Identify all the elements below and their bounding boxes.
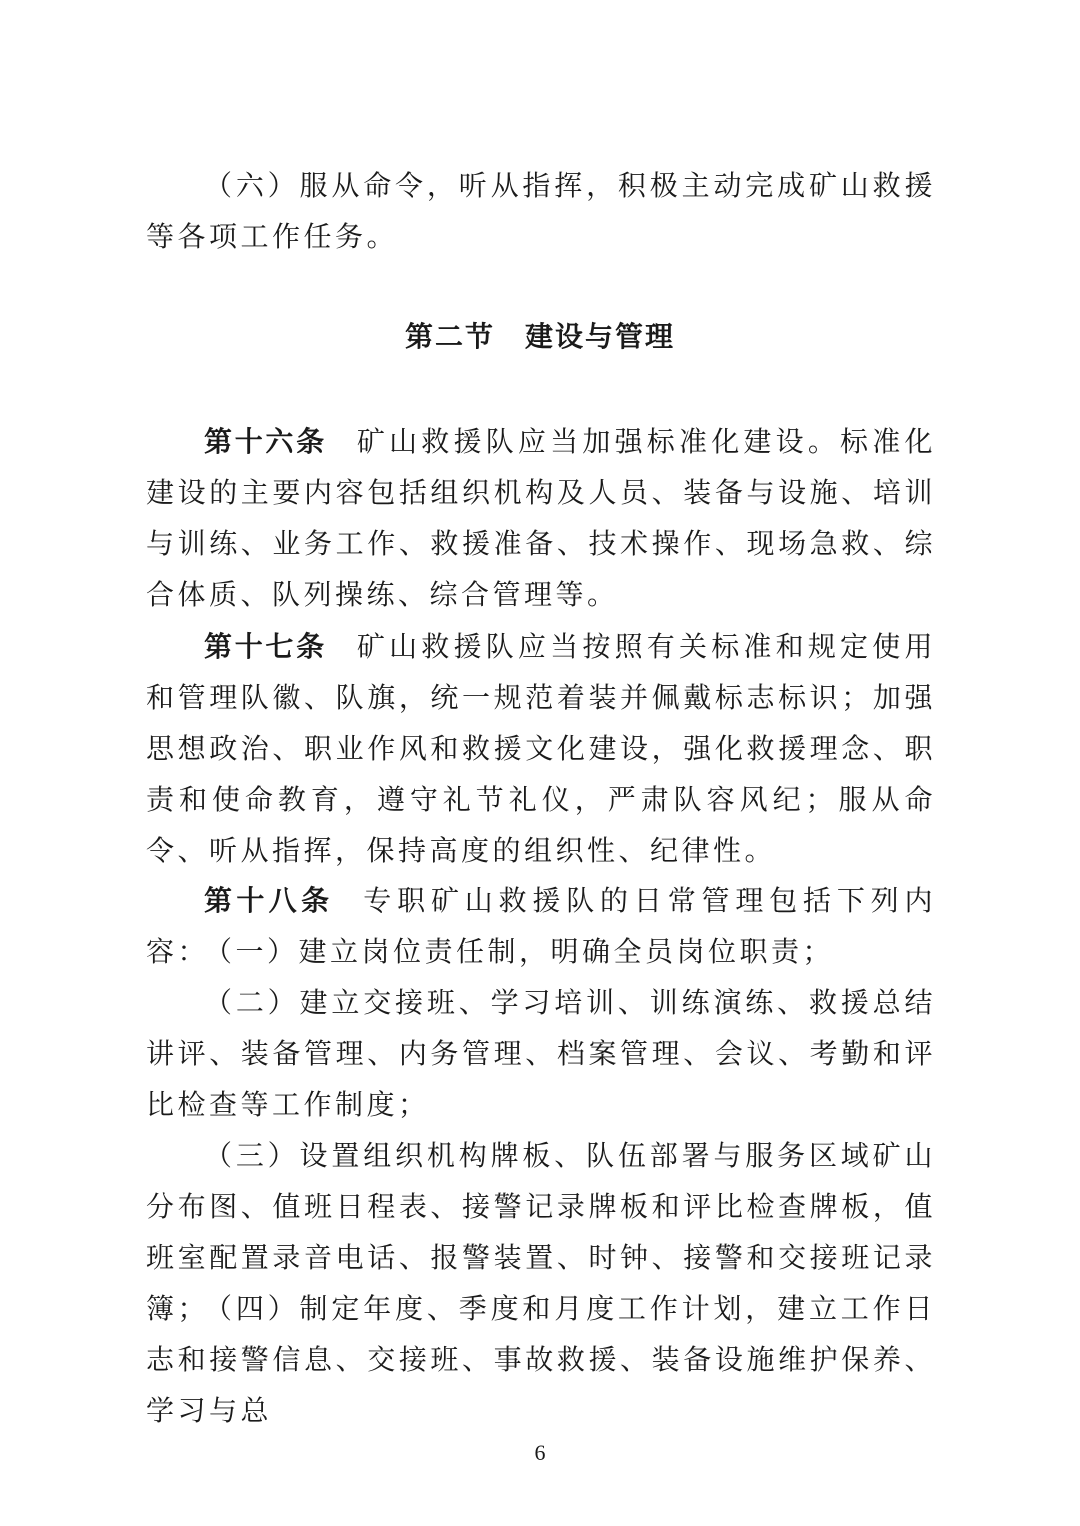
article-18-item-1: （一）建立岗位责任制，明确全员岗位职责； (204, 935, 835, 968)
section-title: 建设与管理 (525, 320, 676, 353)
article-18-text: 专职矿山救援队的日常管理包括下列内容： (146, 884, 936, 968)
article-17-text: 矿山救援队应当按照有关标准和规定使用和管理队徽、队旗，统一规范着装并佩戴标志标识；加强思想政治、职业作风和救援文化建设，强化救援理念、职责和使命教育，遵守礼节礼仪，严肃队容风纪；服从命令、听从指挥，保持高度的组织性、纪律性。 (146, 630, 936, 867)
article-16-text: 矿山救援队应当加强标准化建设。标准化建设的主要内容包括组织机构及人员、装备与设施、培训与训练、业务工作、救援准备、技术操作、现场急救、综合体质、队列操练、综合管理等。 (146, 425, 936, 611)
article-18-item-3: （三）设置组织机构牌板、队伍部署与服务区域矿山分布图、值班日程表、接警记录牌板和评比检查牌板，值班室配置录音电话、报警装置、时钟、接警和交接班记录簿； (146, 1139, 936, 1325)
article-17-label: 第十七条 (204, 630, 327, 663)
section-heading (0, 314, 1080, 360)
section-number: 第二节 (404, 320, 495, 353)
article-18-label: 第十八条 (204, 884, 334, 917)
article-18-item-4: （四）制定年度、季度和月度工作计划，建立工作日志和接警信息、交接班、事故救援、装备设施维护保养、学习与总 (146, 1292, 936, 1427)
article-16 (146, 416, 936, 620)
article-16-label: 第十六条 (204, 425, 327, 458)
article-18-item-2: （二）建立交接班、学习培训、训练演练、救援总结讲评、装备管理、内务管理、档案管理、会议、考勤和评比检查等工作制度； (146, 986, 936, 1121)
page-number: 6 (534, 1440, 546, 1465)
paragraph-item-6: （六）服从命令，听从指挥，积极主动完成矿山救援等各项工作任务。 (146, 169, 936, 253)
article-17 (146, 621, 936, 876)
